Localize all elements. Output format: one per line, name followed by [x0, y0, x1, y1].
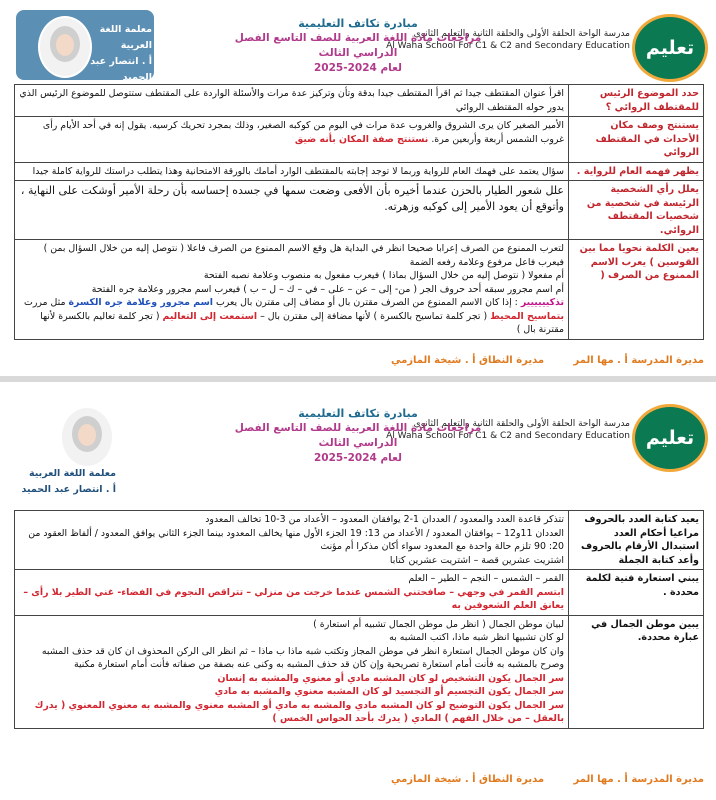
answer-line: أم مفعولا ( نتوصل إليه من خلال السؤال بماذا ) فيعرب مفعول به منصوب وعلامة نصبه الفتحة — [203, 270, 564, 281]
academic-year: لعام 2024-2025 — [314, 62, 402, 74]
skill-label: يعين الكلمة نحويا مما بين القوسين ) يعرب الاسم الممنوع من الصرف ( — [569, 240, 704, 340]
page-2 — [0, 382, 716, 800]
reminder-rule: اسم مجرور وعلامة جره الكسرة — [68, 297, 213, 308]
table-row — [15, 117, 704, 163]
answer-line: تتذكر قاعدة العدد والمعدود / العددان 1-2 يوافقان المعدود – الأعداد من 3-10 تخالف المعدود — [205, 514, 564, 525]
answer-line: العددان 11و12 – يوافقان المعدود / الأعداد من 13: 19 الجزء الأول منها يخالف المعدود بينما الجزء الثاني يوافق المعدود / ألفاظ العقود من 20: 90 تلزم حالة واحدة مع المعدود سواء أكان مذكرا أم مؤنث — [28, 527, 564, 552]
principal-name: مديرة المدرسة أ . مها المر — [573, 355, 704, 366]
table-row — [15, 181, 704, 240]
table-row — [15, 162, 704, 181]
reminder-example: استمعت إلى التعاليم — [162, 310, 258, 322]
teacher-info — [86, 22, 152, 86]
initiative-label: مبادرة تكاتف التعليمية — [298, 17, 418, 30]
review-table-2 — [14, 510, 704, 729]
skill-label: يبني استعارة فنية لكلمة محددة . — [569, 570, 704, 616]
zone-director-name: مديرة النطاق أ . شيخة المازمي — [390, 774, 545, 785]
teacher-avatar — [38, 16, 92, 78]
skill-label: يعلل رأي الشخصية الرئيسة في شخصية من شخصيات المقتطف الروائي. — [569, 181, 704, 240]
skill-label: يبين موطن الجمال في عبارة محددة. — [569, 615, 704, 728]
reminder-text: : إذا كان الاسم الممنوع من الصرف مقترن بال أو مضاف إلى مقترن بال يعرب — [215, 297, 518, 308]
skill-answer: سؤال يعتمد على فهمك العام للرواية وربما لا توجد إجابته بالمقتطف الوارد أمامك بالورقة الامتحانية وهذا يتطلب دراستك للرواية كاملة جيدا — [15, 162, 569, 181]
document-title — [228, 16, 488, 75]
table-row — [15, 615, 704, 728]
skill-label: يستنتج وصف مكان الأحداث في المقتطف الروائي — [569, 117, 704, 163]
teacher-card — [16, 10, 154, 83]
teacher-avatar — [60, 406, 114, 468]
skill-answer — [15, 117, 569, 163]
answer-line: لو كان تشبيها انظر شبه ماذا، اكتب المشبه به — [389, 632, 564, 643]
zone-director-name: مديرة النطاق أ . شيخة المازمي — [390, 355, 545, 366]
reminder-label: تذكيييييير — [520, 297, 564, 308]
answer-line: ابتسم القمر في وجهي – صافحتني الشمس عندما خرجت من منزلي – تتراقص النجوم في الفضاء- غني الطير بلا رأى – يعانق العلم الشعوفين به — [23, 586, 564, 611]
skill-label: حدد الموضوع الرئيس للمقتطف الروائي ؟ — [569, 85, 704, 117]
review-title: مراجعات مادة اللغة العربية للصف التاسع الفصل الدراسي الثالث — [234, 32, 482, 59]
answer-line: سر الجمال يكون التجسيم أو التجسيد لو كان المشبه معنوي والمشبه به مادي — [214, 686, 564, 697]
answer-line: أم اسم مجرور سبقه أحد حروف الجر ( من- إلى – عن – على – في – ك – ل – ب ) فيعرب اسم مجرور وعلامة جره الفتحة — [91, 283, 564, 295]
taaleem-logo: تعليم — [632, 404, 708, 472]
skill-answer — [15, 511, 569, 570]
teacher-role: معلمة اللغة العربية — [99, 24, 152, 51]
skill-answer — [15, 240, 569, 340]
page-header — [0, 0, 716, 84]
school-name-en: Al Waha School For C1 & C2 and Secondary Education — [386, 431, 630, 441]
school-name-ar: مدرسة الواحة الحلقة الأولى والحلقة الثانية والتعليم الثانوي — [413, 419, 630, 429]
answer-line: سر الجمال يكون التوضيح لو كان المشبه مادي والمشبه به مادي أو المشبه معنوي والمشبه به معنوي المعنوي ( يدرك بالعقل – من خلال الفهم ) المادي ( يدرك بأحد الحواس الخمس ) — [34, 699, 564, 724]
review-table-1 — [14, 84, 704, 340]
skill-label: يظهر فهمه العام للرواية . — [569, 162, 704, 181]
academic-year: لعام 2024-2025 — [314, 452, 402, 464]
answer-line: القمر – الشمس – النجم – الطير – العلم — [408, 573, 564, 584]
skill-answer — [15, 570, 569, 616]
answer-line: لبيان موطن الجمال ( انظر مل موطن الجمال تشبيه أم استعارة ) — [313, 618, 564, 630]
answer-line: وان كان موطن الجمال استعارة انظر في موطن المجاز وتكتب شبه ماذا ب ماذا – ثم انظر الى الركن المحذوف ان كان قد حذف المشبه وصرح بالمشبه به فأنت أمام استعارة تصريحية وإن كان قد حذف المشبه به وكنى عنه بصفة من صفاته فأنت أمام استعارة مكنية — [41, 645, 564, 670]
school-name-ar: مدرسة الواحة الحلقة الأولى والحلقة الثانية والتعليم الثانوي — [413, 29, 630, 39]
review-title: مراجعات مادة اللغة العربية للصف التاسع الفصل الدراسي الثالث — [234, 422, 482, 449]
table-row — [15, 570, 704, 616]
page-footer — [14, 774, 704, 785]
page-1 — [0, 0, 716, 376]
skill-answer: علل شعور الطيار بالحزن عندما أخيره بأن الأفعى وضعت سمها في جسده إحساسه بأن رحلة الأمير أوشكت على النهاية ، وأتوقع أن يعود الأمير إلى كوكبه وزهرته. — [15, 181, 569, 240]
skill-answer: اقرأ عنوان المقتطف جيدا ثم اقرأ المقتطف جيدا بدقة وتأن وتركيز عدة مرات والأسئلة الواردة على المقتطف ستتوصل للموضوع الرئيس الذي يدور حوله المقتطف الروائي — [15, 85, 569, 117]
answer-text: الأمير الصغير كان يرى الشروق والغروب عدة مرات في اليوم من كوكبه الصغير، وذلك بمجرد تحريك كرسيه. يقول إنه في أحد الأيام رأى غروب الشمس أربعة وأربعين مرة. — [42, 120, 564, 145]
answer-line: اشتريت عشرين قصة – اشتريت عشرين كتابا — [389, 554, 564, 566]
reminder-example: بتماسيح المحيط — [490, 310, 564, 322]
teacher-info — [16, 466, 116, 498]
teacher-name: أ . انتصار عبد الحميد — [21, 484, 116, 495]
initiative-label: مبادرة تكاتف التعليمية — [298, 407, 418, 420]
answer-highlight: نستنتج صفة المكان بأنه ضيق — [294, 133, 429, 145]
table-row — [15, 240, 704, 340]
teacher-role: معلمة اللغة العربية — [29, 468, 116, 479]
page-footer — [14, 355, 704, 366]
skill-answer — [15, 615, 569, 728]
teacher-name: أ . انتصار عبد الحميد — [90, 56, 152, 83]
taaleem-logo: تعليم — [632, 14, 708, 82]
teacher-card — [16, 400, 154, 495]
reminder-note — [19, 296, 564, 337]
page-header — [0, 390, 716, 495]
answer-line: سر الجمال يكون التشخيص لو كان المشبه مادي أو معنوي والمشبه به إنسان — [217, 672, 564, 684]
answer-line: لتعرب الممنوع من الصرف إعرابا صحيحا انظر في البداية هل وقع الاسم الممنوع من الصرف فاعلا ( نتوصل إليه من خلال السؤال بمن ) فيعرب فاعل مرفوع وعلامة رفعه الضمة — [43, 243, 564, 268]
reminder-text: ( تجر كلمة تماسيح بالكسرة ) لأنها مضافة إلى مقترن بال – — [260, 310, 488, 322]
reminder-text: ( تجر كلمة تعاليم بالكسرة لأنها مقترنة بال ) — [40, 310, 564, 335]
skill-label: يعيد كتابة العدد بالحروف مراعيا أحكام العدد استبدال الأرقام بالحروف وأعد كتابة الجملة — [569, 511, 704, 570]
table-row — [15, 85, 704, 117]
principal-name: مديرة المدرسة أ . مها المر — [573, 774, 704, 785]
table-row — [15, 511, 704, 570]
school-name-en: Al Waha School For C1 & C2 and Secondary Education — [386, 41, 630, 51]
reminder-text: مثل مررت — [24, 297, 66, 308]
document-title — [228, 406, 488, 465]
